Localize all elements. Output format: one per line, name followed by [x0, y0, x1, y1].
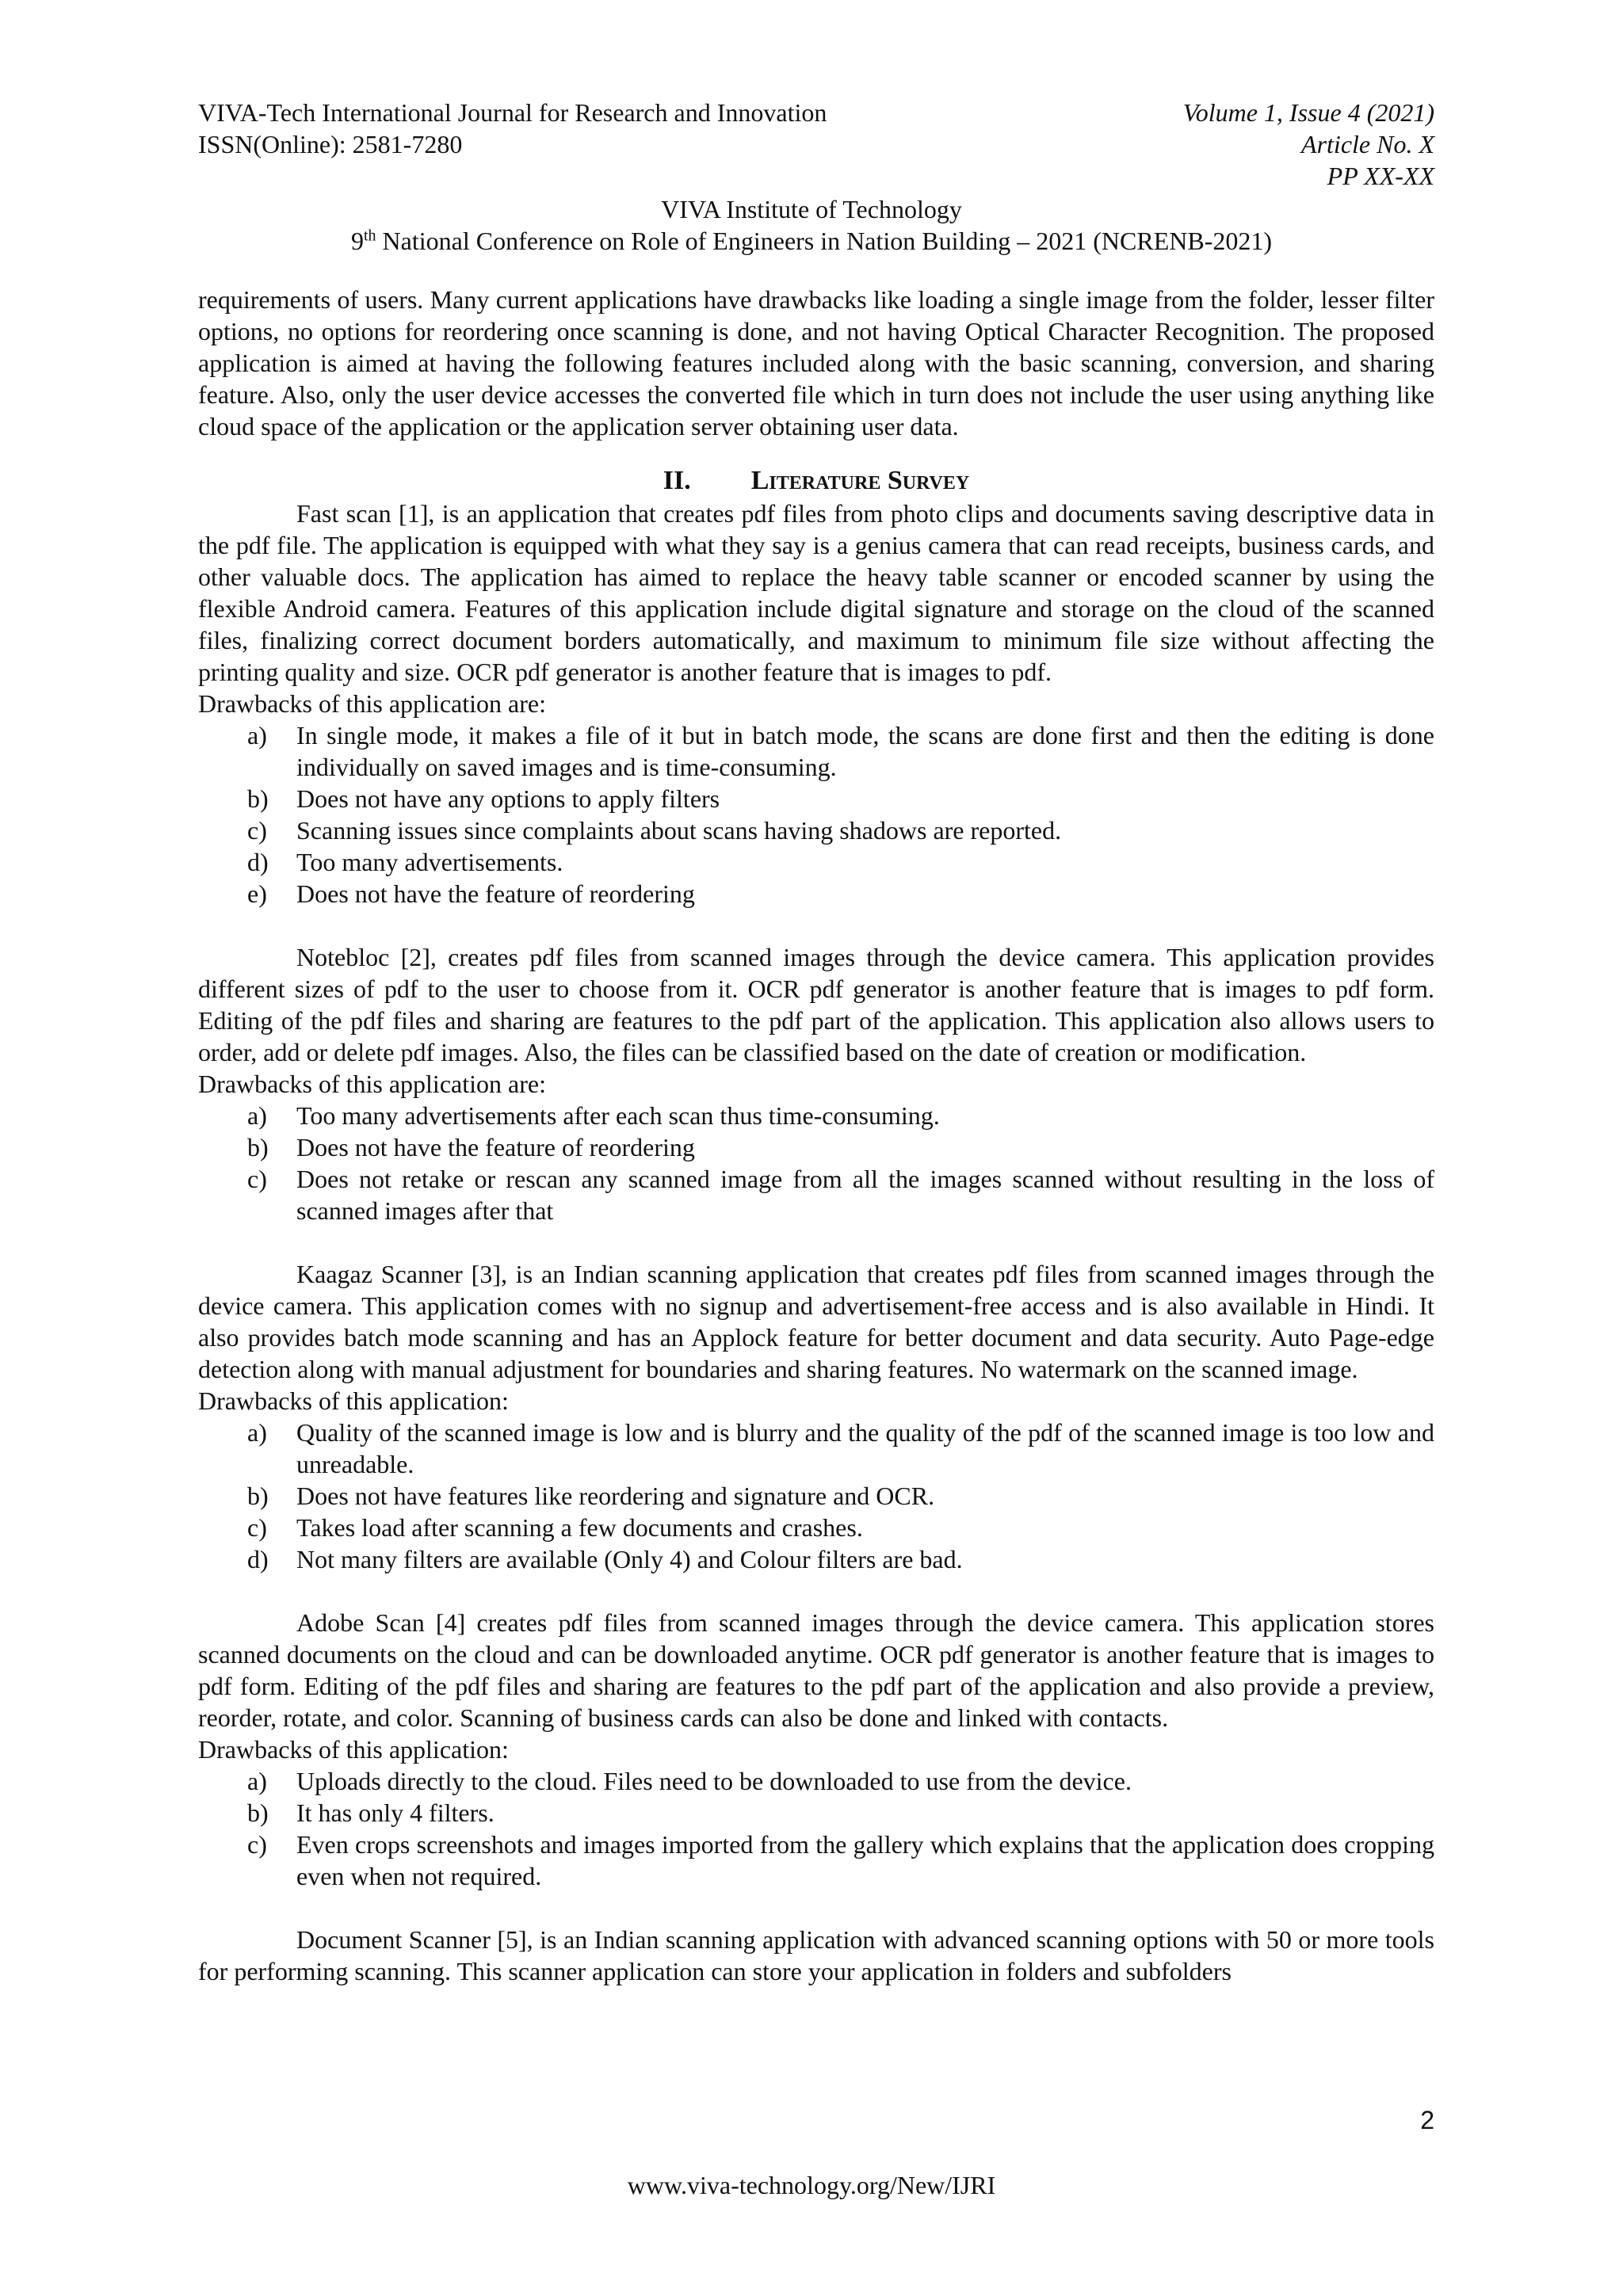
list-marker: a) — [247, 721, 267, 749]
list-marker: b) — [247, 1482, 269, 1510]
list-marker: c) — [247, 1830, 267, 1859]
drawbacks-list — [198, 719, 1434, 910]
app-paragraph-fast-scan: Fast scan [1], is an application that creates pdf files from photo clips and documents saving descriptive data in the pdf file. The application is equipped with what they say is a genius camera that can read receipts, business cards, and other valuable docs. The application has aimed to replace the heavy table scanner or encoded scanner by using the flexible Android camera. Features of this application include digital signature and storage on the cloud of the scanned files, finalizing correct document borders automatically, and maximum to minimum file size without affecting the printing quality and size. OCR pdf generator is another feature that is images to pdf. — [198, 499, 1434, 686]
section-title: Literature Survey — [750, 466, 970, 495]
list-marker: c) — [247, 1513, 267, 1542]
section-heading — [198, 464, 1434, 498]
list-marker: e) — [247, 879, 267, 908]
footer-url: www.viva-technology.org/New/IJRI — [627, 2171, 996, 2199]
drawbacks-list — [198, 1417, 1434, 1575]
header-right — [1183, 97, 1434, 192]
journal-name: VIVA-Tech International Journal for Research and Innovation — [198, 98, 827, 127]
list-item-text: Too many advertisements after each scan thus time-consuming. — [296, 1101, 940, 1130]
list-marker: b) — [247, 1798, 269, 1827]
list-item-text: Uploads directly to the cloud. Files need to be downloaded to use from the device. — [296, 1767, 1132, 1795]
issn: ISSN(Online): 2581-7280 — [198, 130, 463, 158]
conference-name — [0, 225, 1623, 257]
list-item — [198, 1163, 1434, 1226]
list-marker: a) — [247, 1767, 267, 1795]
list-item — [198, 1131, 1434, 1163]
list-item-text: Does not have features like reordering and signature and OCR. — [296, 1482, 935, 1510]
article-body — [198, 284, 1434, 1987]
list-item-text: In single mode, it makes a file of it but in batch mode, the scans are done first and then the editing is done individually on saved images and is time-consuming. — [296, 721, 1434, 781]
page-range: PP XX-XX — [1327, 162, 1434, 190]
list-item — [198, 783, 1434, 814]
list-item — [198, 719, 1434, 783]
drawbacks-list — [198, 1100, 1434, 1226]
list-item — [198, 1417, 1434, 1480]
section-number: II. — [663, 466, 691, 495]
list-item-text: Does not have the feature of reordering — [296, 879, 695, 908]
drawbacks-label: Drawbacks of this application are: — [198, 689, 546, 718]
list-marker: c) — [247, 1165, 267, 1193]
conference-ordinal: 9 — [350, 227, 364, 255]
drawbacks-label: Drawbacks of this application are: — [198, 1070, 546, 1098]
conference-title: National Conference on Role of Engineers in Nation Building – 2021 (NCRENB-2021) — [376, 227, 1273, 255]
list-item — [198, 1543, 1434, 1575]
list-marker: a) — [247, 1418, 267, 1447]
list-item — [198, 846, 1434, 878]
list-item — [198, 878, 1434, 910]
list-item-text: Not many filters are available (Only 4) and Colour filters are bad. — [296, 1545, 963, 1573]
list-marker: d) — [247, 848, 269, 876]
list-item-text: Does not have the feature of reordering — [296, 1133, 695, 1161]
list-item — [198, 1100, 1434, 1131]
header-left — [198, 97, 827, 160]
list-item-text: Quality of the scanned image is low and is blurry and the quality of the pdf of the scanned image is too low and unreadable. — [296, 1418, 1434, 1478]
list-item — [198, 1797, 1434, 1829]
intro-paragraph: requirements of users. Many current applications have drawbacks like loading a single image from the folder, lesser filter options, no options for reordering once scanning is done, and not having Optical Character Recognition. The proposed application is aimed at having the following features included along with the basic scanning, conversion, and sharing feature. Also, only the user device accesses the converted file which in turn does not include the user using anything like cloud space of the application or the application server obtaining user data. — [198, 285, 1434, 441]
page-number: 2 — [1420, 2106, 1434, 2134]
header-center — [0, 193, 1623, 257]
list-item-text: Too many advertisements. — [296, 848, 563, 876]
list-marker: b) — [247, 784, 269, 813]
conference-ordinal-suffix: th — [363, 227, 376, 245]
drawbacks-label: Drawbacks of this application: — [198, 1386, 509, 1415]
list-item — [198, 1829, 1434, 1892]
app-paragraph-kaagaz: Kaagaz Scanner [3], is an Indian scanning application that creates pdf files from scanned images through the device camera. This application comes with no signup and advertisement-free access and is also available in Hindi. It also provides batch mode scanning and has an Applock feature for better document and data security. Auto Page-edge detection along with manual adjustment for boundaries and sharing features. No watermark on the scanned image. — [198, 1260, 1434, 1383]
list-marker: d) — [247, 1545, 269, 1573]
list-item-text: Does not retake or rescan any scanned image from all the images scanned without resulting in the loss of scanned images after that — [296, 1165, 1434, 1225]
list-item — [198, 1512, 1434, 1543]
institute-name: VIVA Institute of Technology — [661, 195, 962, 223]
app-paragraph-notebloc: Notebloc [2], creates pdf files from scanned images through the device camera. This application provides different sizes of pdf to the user to choose from it. OCR pdf generator is another feature that is images to pdf form. Editing of the pdf files and sharing are features to the pdf part of the application. This application also allows users to order, add or delete pdf images. Also, the files can be classified based on the date of creation or modification. — [198, 943, 1434, 1066]
list-item — [198, 1765, 1434, 1797]
list-marker: a) — [247, 1101, 267, 1130]
list-item-text: Takes load after scanning a few documents and crashes. — [296, 1513, 863, 1542]
drawbacks-list — [198, 1765, 1434, 1892]
list-item-text: Even crops screenshots and images imported from the gallery which explains that the application does cropping even when not required. — [296, 1830, 1434, 1890]
article-number: Article No. X — [1301, 130, 1434, 158]
drawbacks-label: Drawbacks of this application: — [198, 1735, 509, 1764]
app-paragraph-document-scanner: Document Scanner [5], is an Indian scanning application with advanced scanning options with 50 or more tools for performing scanning. This scanner application can store your application in folders and subfolders — [198, 1925, 1434, 1985]
list-item-text: It has only 4 filters. — [296, 1798, 495, 1827]
app-paragraph-adobe-scan: Adobe Scan [4] creates pdf files from scanned images through the device camera. This application stores scanned documents on the cloud and can be downloaded anytime. OCR pdf generator is another feature that is images to pdf form. Editing of the pdf files and sharing are features to the pdf part of the application and also provide a preview, reorder, rotate, and color. Scanning of business cards can also be done and linked with contacts. — [198, 1608, 1434, 1732]
volume-issue: Volume 1, Issue 4 (2021) — [1182, 98, 1434, 127]
list-item-text: Scanning issues since complaints about scans having shadows are reported. — [296, 816, 1062, 845]
list-marker: b) — [247, 1133, 269, 1161]
list-item — [198, 814, 1434, 846]
list-marker: c) — [247, 816, 267, 845]
list-item — [198, 1480, 1434, 1512]
list-item-text: Does not have any options to apply filters — [296, 784, 720, 813]
